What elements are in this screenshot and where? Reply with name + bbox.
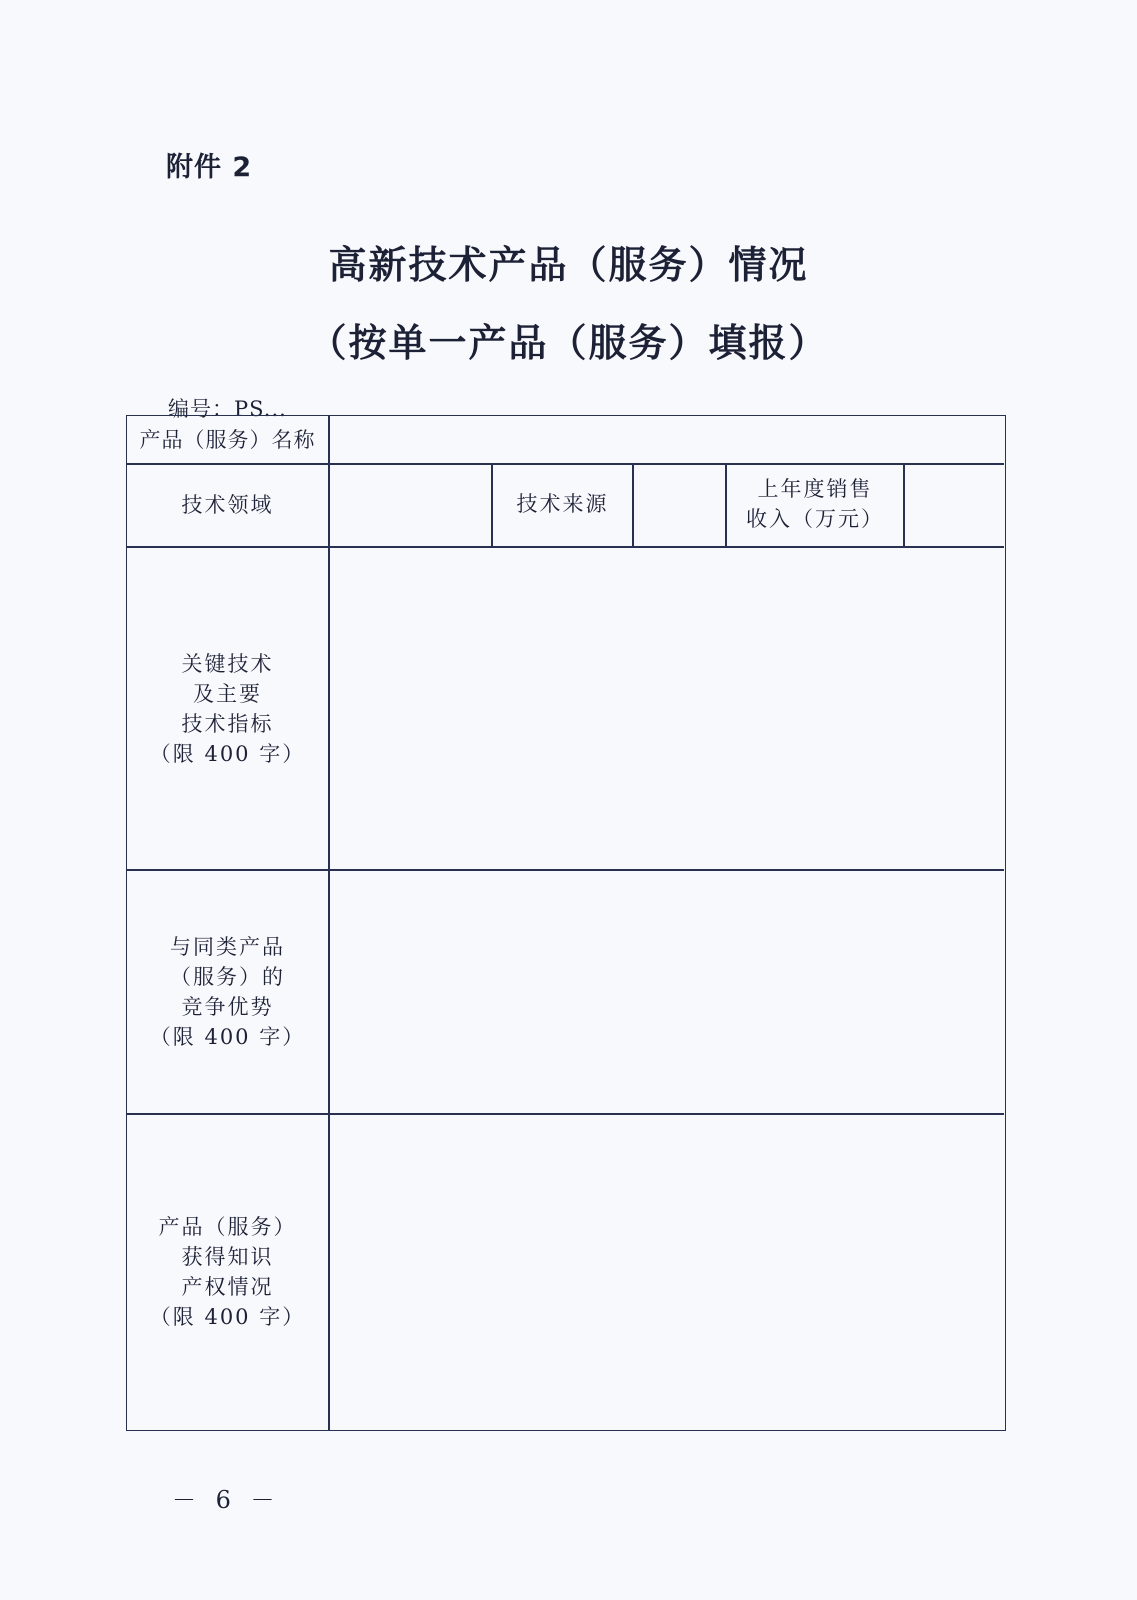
ip-status-input[interactable]: [330, 1115, 1004, 1429]
competitive-line3: 竞争优势: [181, 995, 274, 1019]
sales-revenue-input[interactable]: [905, 464, 1004, 546]
key-tech-label: [127, 548, 328, 869]
tech-source-input[interactable]: [634, 464, 725, 546]
competitive-line2: （服务）的: [170, 965, 285, 989]
tech-field-label: 技术领域: [181, 493, 274, 517]
ip-line1: 产品（服务）: [158, 1215, 297, 1239]
sales-revenue-label: [727, 464, 903, 544]
ip-line2: 获得知识: [181, 1245, 274, 1269]
ip-line3: 产权情况: [181, 1275, 274, 1299]
ip-status-label: [127, 1115, 328, 1429]
product-name-field[interactable]: [330, 416, 1004, 463]
sales-label-line2: 收入（万元）: [746, 507, 884, 531]
key-tech-input[interactable]: [330, 548, 1004, 869]
serial-number: 编号：PS...: [168, 397, 287, 421]
key-tech-line3: 技术指标: [181, 711, 274, 736]
competitive-advantage-input[interactable]: [330, 871, 1004, 1113]
page-number: － 6 －: [172, 1486, 281, 1514]
product-name-label: 产品（服务）名称: [139, 427, 316, 452]
attachment-label: 附件 2: [166, 152, 253, 183]
competitive-advantage-label: [127, 871, 328, 1113]
product-info-form: [126, 415, 1006, 1431]
page-title: 高新技术产品（服务）情况: [328, 243, 809, 287]
key-tech-line1: 关键技术: [181, 651, 274, 676]
competitive-line4: （限 400 字）: [149, 1025, 306, 1049]
key-tech-line2: 及主要: [193, 681, 262, 706]
ip-line4: （限 400 字）: [149, 1305, 306, 1329]
tech-source-label: 技术来源: [516, 492, 609, 516]
key-tech-line4: （限 400 字）: [149, 741, 306, 766]
competitive-line1: 与同类产品: [170, 935, 285, 959]
page-subtitle: （按单一产品（服务）填报）: [308, 321, 829, 365]
tech-field-input[interactable]: [330, 464, 491, 546]
sales-label-line1: 上年度销售: [757, 477, 873, 501]
